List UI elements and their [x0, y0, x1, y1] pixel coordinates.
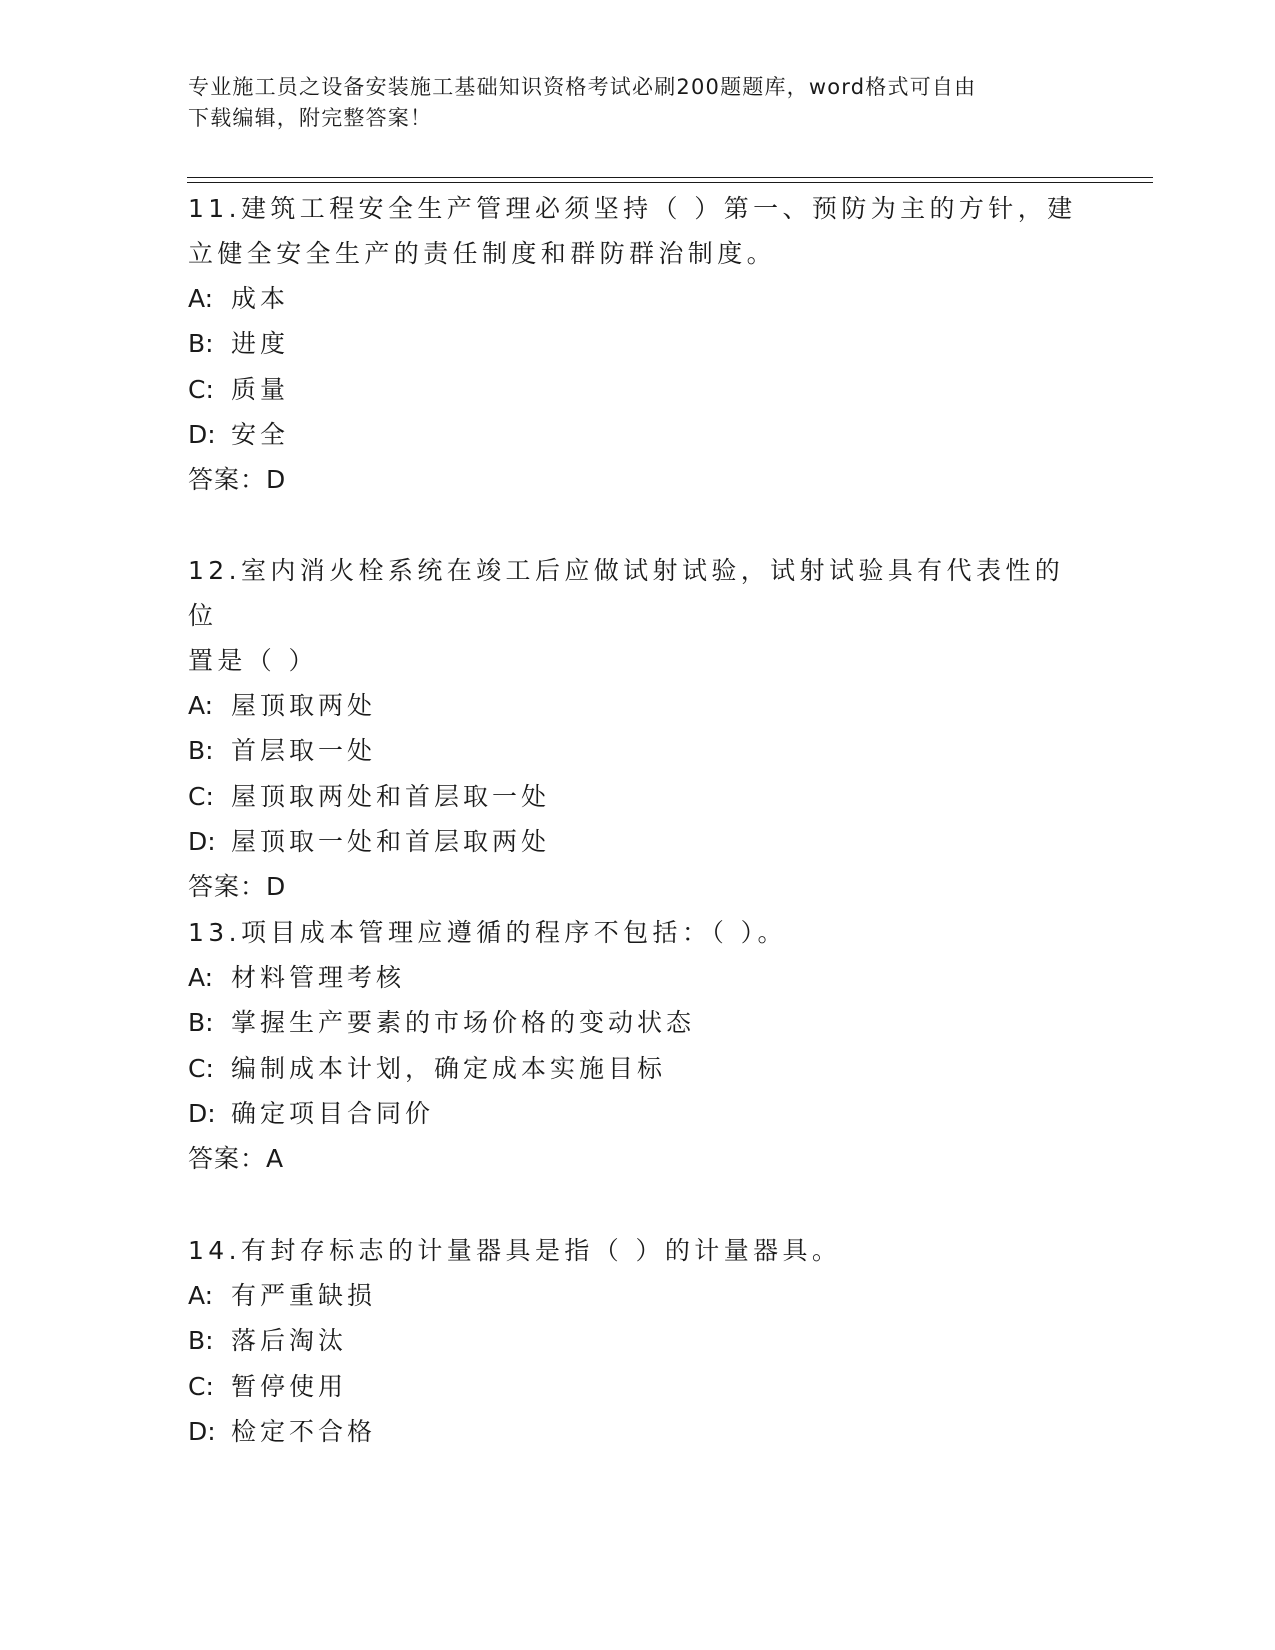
option-c: [188, 774, 1088, 819]
question-stem-line-1: 11.建筑工程安全生产管理必须坚持（ ）第一、预防为主的方针，建: [188, 194, 1077, 223]
option-list: [188, 1273, 1088, 1454]
option-text: 材料管理考核: [231, 963, 406, 992]
option-d: [188, 819, 1088, 864]
option-list: [188, 955, 1088, 1136]
option-text: 编制成本计划，确定成本实施目标: [231, 1053, 667, 1083]
option-d: [188, 412, 1088, 457]
option-text: 屋顶取两处: [231, 691, 377, 720]
option-a: [188, 955, 1088, 1000]
option-letter: D:: [188, 826, 216, 856]
option-a: [188, 1273, 1088, 1318]
answer-line: 答案：D: [188, 465, 287, 495]
option-list: [188, 683, 1088, 864]
option-c: [188, 1364, 1088, 1409]
option-letter: B:: [188, 1008, 214, 1038]
option-text: 检定不合格: [231, 1416, 377, 1446]
option-b: [188, 728, 1088, 773]
option-d: [188, 1091, 1088, 1136]
option-letter: D:: [188, 419, 216, 449]
option-letter: C:: [188, 1371, 214, 1401]
option-letter: A:: [188, 963, 214, 992]
header-divider-top: [187, 177, 1153, 178]
option-text: 确定项目合同价: [231, 1098, 435, 1128]
option-letter: D:: [188, 1416, 216, 1446]
question-stem: [188, 548, 1088, 683]
option-a: [188, 276, 1088, 321]
option-letter: C:: [188, 374, 214, 404]
option-letter: B:: [188, 736, 214, 766]
question-stem: [188, 910, 1088, 955]
option-text: 屋顶取两处和首层取一处: [231, 781, 551, 811]
option-text: 暂停使用: [231, 1371, 348, 1401]
question-stem-line-1: 13.项目成本管理应遵循的程序不包括：（ ）。: [188, 918, 787, 947]
option-text: 质量: [231, 374, 290, 404]
option-letter: A:: [188, 284, 214, 313]
option-letter: A:: [188, 1281, 214, 1310]
option-text: 安全: [231, 419, 290, 449]
question-13: [188, 910, 1088, 1181]
option-text: 成本: [231, 284, 290, 313]
option-letter: C:: [188, 781, 214, 811]
question-stem-line-2: 置是（ ）: [188, 646, 318, 675]
question-stem: [188, 1228, 1088, 1273]
option-text: 进度: [231, 329, 290, 359]
option-text: 屋顶取一处和首层取两处: [231, 826, 551, 856]
question-stem-line-1: 12.室内消火栓系统在竣工后应做试射试验，试射试验具有代表性的位: [188, 556, 1065, 630]
option-text: 首层取一处: [231, 736, 377, 766]
question-12: [188, 548, 1088, 909]
option-letter: D:: [188, 1098, 216, 1128]
option-text: 落后淘汰: [231, 1326, 348, 1356]
option-letter: C:: [188, 1053, 214, 1083]
header-line-1: 专业施工员之设备安装施工基础知识资格考试必刷200题题库，word格式可自由: [188, 75, 977, 99]
option-letter: A:: [188, 691, 214, 720]
option-b: [188, 1000, 1088, 1045]
header-divider-bottom: [187, 182, 1153, 183]
option-letter: B:: [188, 329, 214, 359]
question-stem: [188, 186, 1088, 276]
answer-line: 答案：A: [188, 1144, 285, 1174]
option-text: 有严重缺损: [231, 1281, 377, 1310]
document-header: [188, 72, 1068, 134]
option-c: [188, 1046, 1088, 1091]
option-text: 掌握生产要素的市场价格的变动状态: [231, 1008, 696, 1038]
question-stem-line-2: 立健全安全生产的责任制度和群防群治制度。: [188, 239, 777, 268]
option-letter: B:: [188, 1326, 214, 1356]
option-b: [188, 1318, 1088, 1363]
question-stem-line-1: 14.有封存标志的计量器具是指（ ）的计量器具。: [188, 1236, 842, 1265]
question-11: [188, 186, 1088, 502]
answer-line: 答案：D: [188, 872, 287, 902]
header-line-2: 下载编辑，附完整答案！: [188, 106, 433, 130]
option-a: [188, 683, 1088, 728]
option-list: [188, 276, 1088, 457]
option-b: [188, 321, 1088, 366]
option-d: [188, 1409, 1088, 1454]
question-14: [188, 1228, 1088, 1454]
option-c: [188, 367, 1088, 412]
